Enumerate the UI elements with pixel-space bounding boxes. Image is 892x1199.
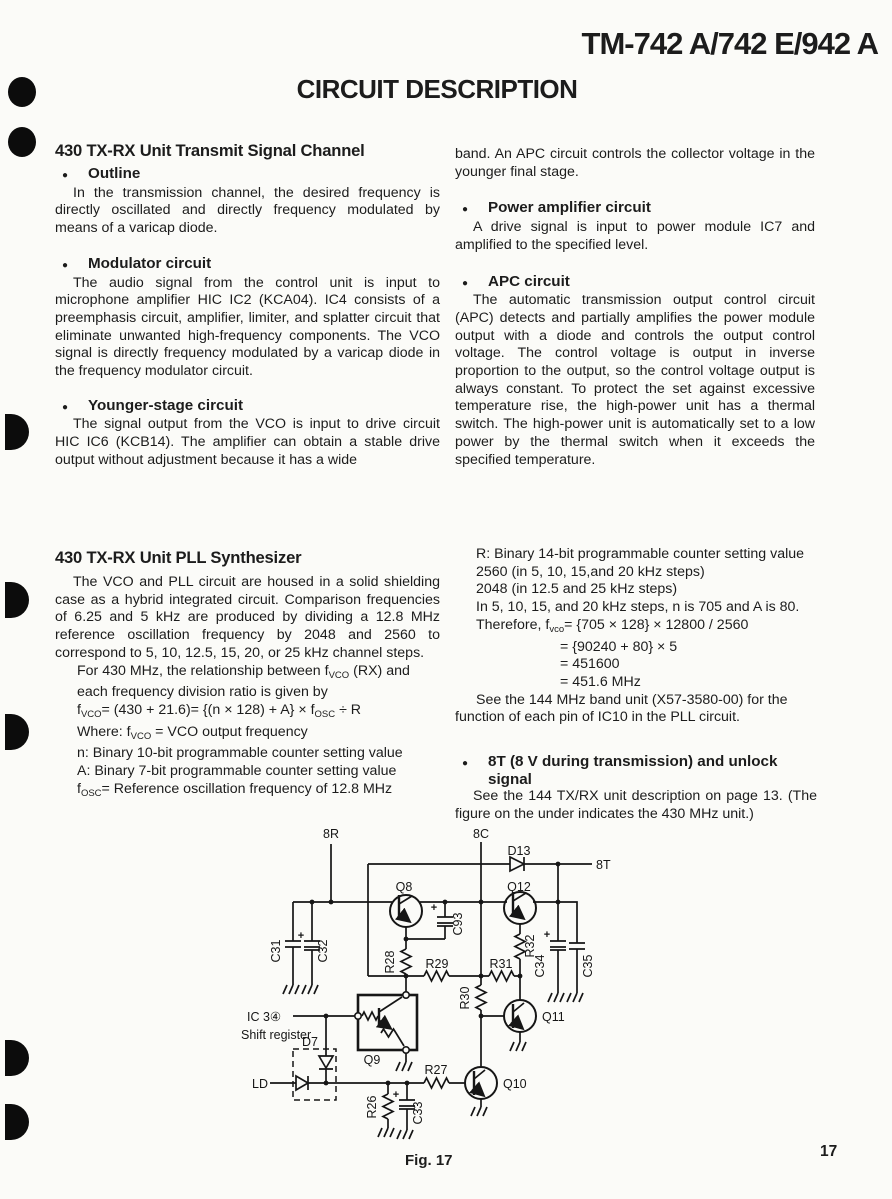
calc-line: Therefore, $f_{vco}= \{705 \times 128\} \times 12800 / 2560$ [476, 616, 749, 635]
binder-half-dot [5, 714, 29, 750]
band-continuation-paragraph: band. An APC circuit controls the collector voltage in the younger final stage. [455, 146, 815, 180]
capacitor-c33 [393, 1083, 425, 1130]
svg-text:Q8: Q8 [395, 880, 413, 894]
pll-line: For 430 MHz, the relationship between $f_{VCO}$ (RX) and each frequency division ratio is given by [77, 662, 410, 701]
pll-line: A: Binary 7-bit programmable counter setting value [77, 763, 397, 780]
resistor-r31 [489, 957, 514, 981]
power-amplifier-paragraph: A drive signal is input to power module IC7 and amplified to the specified level. [455, 219, 815, 253]
diode-d13 [508, 844, 531, 871]
bullet-icon: ● [462, 277, 469, 289]
calc-line: R: Binary 14-bit programmable counter setting value [476, 546, 805, 562]
right-column-pll [455, 546, 817, 824]
calc-line: See the 144 MHz band unit (X57-3580-00) for the [476, 691, 788, 708]
binder-half-dot [5, 1040, 29, 1076]
transistor-q9-block [355, 976, 417, 1067]
calc-line: 2048 (in 12.5 and 25 kHz steps) [476, 581, 678, 598]
svg-text:C93: C93 [451, 912, 465, 936]
svg-text:C32: C32 [316, 939, 330, 963]
rail-8c [473, 827, 489, 1067]
bullet-icon: ● [62, 401, 69, 413]
capacitor-c32 [298, 902, 330, 985]
svg-text:D7: D7 [302, 1035, 318, 1049]
right-column-top [455, 146, 815, 469]
svg-text:+: + [543, 929, 551, 941]
figure-caption: Fig. 17 [405, 1152, 453, 1169]
page-number: 17 [820, 1143, 838, 1160]
transistor-q12 [504, 880, 536, 934]
svg-text:R32: R32 [523, 934, 537, 958]
resistor-r28 [383, 939, 411, 976]
bullet-icon: ● [62, 259, 69, 271]
resistor-r30 [458, 985, 486, 1010]
calc-line: = 451.6 MHz [560, 673, 641, 690]
eight-t-heading-row [455, 753, 817, 788]
modulator-heading: Modulator circuit [88, 254, 212, 272]
svg-text:C31: C31 [269, 939, 283, 963]
svg-text:C34: C34 [533, 954, 547, 978]
svg-text:+: + [297, 930, 305, 942]
svg-text:8T: 8T [596, 858, 611, 872]
svg-text:D13: D13 [507, 844, 531, 858]
power-amplifier-heading: Power amplifier circuit [488, 199, 651, 217]
pll-calc-block [455, 546, 817, 727]
svg-text:Q10: Q10 [503, 1077, 527, 1091]
svg-text:R29: R29 [425, 957, 449, 971]
svg-text:8C: 8C [473, 827, 489, 841]
svg-text:C33: C33 [411, 1101, 425, 1125]
pll-line: $f_{OSC}=$ Reference oscillation frequency of 12.8 MHz [77, 780, 393, 799]
resistor-r29 [424, 957, 449, 981]
modulator-paragraph: The audio signal from the control unit is input to microphone amplifier HIC IC2 (KCA04). IC4 consists of a preemphasis circuit, amplifier, limiter, and splatter circuit that eliminate unwanted high-frequency components. The VCO signal is directly frequency modulated by a varicap diode in the frequency modulator circuit. [55, 274, 440, 380]
younger-heading: Younger-stage circuit [88, 396, 243, 414]
svg-text:+: + [392, 1089, 400, 1101]
binder-dot [8, 127, 36, 157]
apc-heading-row [455, 273, 815, 293]
calc-line: function of each pin of IC10 in the PLL circuit. [455, 709, 740, 726]
calc-line: 2560 (in 5, 10, 15,and 20 kHz steps) [476, 563, 705, 580]
binder-half-dot [5, 414, 29, 450]
modulator-heading-row [55, 255, 440, 275]
svg-text:LD: LD [252, 1077, 268, 1091]
calc-line: = {90240 + 80} × 5 [560, 638, 678, 655]
pll-formula: $f_{VCO}= (430 + 21.6)= \{(n \times 128) + A\} \times f_{OSC} \div R$ [77, 701, 362, 720]
rail-8r [323, 827, 339, 902]
outline-heading: Outline [88, 165, 141, 182]
bullet-icon: ● [62, 170, 69, 181]
binder-half-dot [5, 1104, 29, 1140]
calc-line: = 451600 [560, 656, 620, 673]
ground-symbols [283, 985, 583, 1139]
resistor-r26 [365, 1083, 393, 1128]
eight-t-paragraph: See the 144 TX/RX unit description on page 13. (The figure on the under indicates the 430 MHz unit.) [455, 788, 817, 823]
outline-paragraph: In the transmission channel, the desired frequency is directly oscillated and directly frequency modulated by means of a varicap diode. [55, 184, 440, 237]
svg-text:Q11: Q11 [542, 1010, 565, 1024]
svg-text:IC 3④: IC 3④ [247, 1010, 282, 1024]
page-title: CIRCUIT DESCRIPTION [296, 74, 578, 104]
svg-text:R31: R31 [489, 957, 513, 971]
section-heading-pll: 430 TX-RX Unit PLL Synthesizer [55, 548, 302, 567]
svg-text:+: + [430, 902, 438, 914]
pll-line: Where: $f_{VCO}$ = VCO output frequency [77, 723, 308, 742]
transistor-q10 [465, 1067, 527, 1107]
pll-line: n: Binary 10-bit programmable counter setting value [77, 745, 403, 762]
left-column-pll [55, 548, 440, 802]
svg-text:R30: R30 [458, 986, 472, 1010]
capacitor-c93 [406, 902, 465, 939]
svg-text:8R: 8R [323, 827, 339, 841]
svg-text:Q12: Q12 [507, 880, 531, 894]
resistor-r27 [424, 1063, 465, 1088]
model-title: TM-742 A/742 E/942 A [581, 26, 878, 61]
power-heading-row [455, 199, 815, 219]
capacitor-c35 [569, 943, 595, 993]
svg-text:R26: R26 [365, 1095, 379, 1119]
svg-text:Shift register: Shift register [241, 1028, 312, 1042]
transistor-q8 [390, 880, 422, 939]
svg-text:C35: C35 [581, 954, 595, 978]
shift-register-input [241, 1010, 355, 1042]
capacitor-c31 [269, 902, 301, 985]
bullet-icon: ● [462, 204, 469, 216]
eight-t-heading: 8T (8 V during transmission) and unlock signal [488, 753, 778, 788]
transistor-q11 [481, 976, 565, 1042]
younger-paragraph: The signal output from the VCO is input to drive circuit HIC IC6 (KCB14). The amplifier can obtain a stable drive output without adjustment because it has a wide [55, 416, 440, 468]
apc-heading: APC circuit [488, 272, 570, 290]
apc-paragraph: The automatic transmission output control circuit (APC) detects and partially amplifies the power module output with a diode and controls the output control voltage. The control voltage is output in inverse proportion to the output, so the control voltage output is always constant. To protect the set against excessive temperature rise, the high-power unit has a thermal switch. The high-power unit is automatically set to a low power by the thermal switch when it exceeds the specified temperature. [455, 292, 815, 468]
circuit-schematic [225, 818, 635, 1158]
section-heading-transmit: 430 TX-RX Unit Transmit Signal Channel [55, 141, 365, 160]
left-column-top [55, 141, 440, 470]
bullet-icon: ● [462, 758, 469, 770]
svg-text:Q9: Q9 [363, 1053, 381, 1067]
svg-text:R28: R28 [383, 950, 397, 974]
calc-line: In 5, 10, 15, and 20 kHz steps, n is 705 and A is 80. [476, 599, 800, 616]
pll-formula-block [55, 663, 440, 803]
binder-half-dot [5, 582, 29, 618]
capacitor-c34 [533, 902, 566, 993]
pll-intro-paragraph: The VCO and PLL circuit are housed in a solid shielding case as a hybrid integrated circuit. Comparison frequencies of 6.25 and 5 kHz are produced by dividing a 12.8 MHz reference oscillation frequency by 2048 and 2560 to correspond to 5, 10, 12.5, 15, 20, or 25 kHz channel steps. [55, 574, 440, 661]
younger-heading-row [55, 397, 440, 417]
outline-heading-row [55, 165, 440, 185]
svg-text:R27: R27 [424, 1063, 448, 1077]
